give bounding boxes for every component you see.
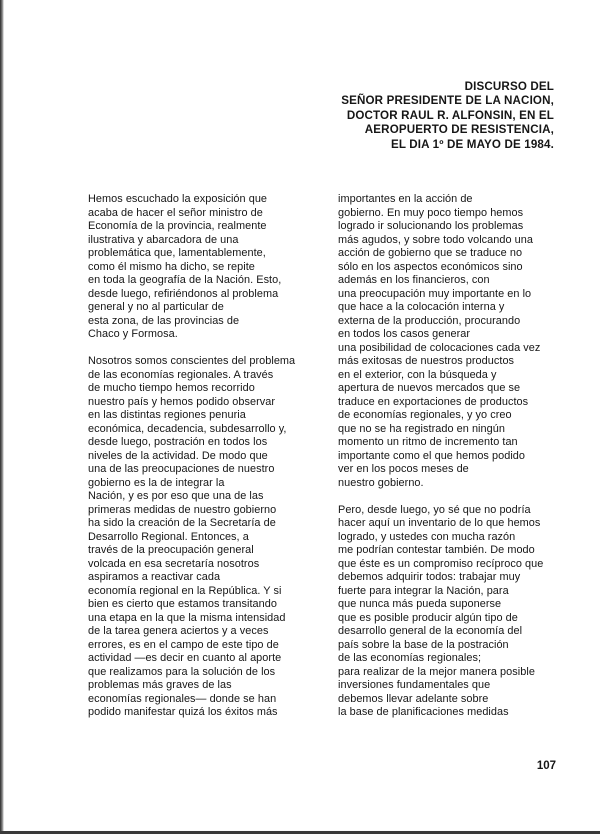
text-line: podido manifestar quizá los éxitos más [88, 706, 278, 718]
text-line: primeras medidas de nuestro gobierno [88, 503, 277, 516]
text-line: que realizamos para la solución de los [88, 665, 276, 678]
text-line: sólo en los aspectos económicos sino [338, 260, 523, 273]
heading-line: AEROPUERTO DE RESISTENCIA, [364, 123, 554, 137]
text-line: de la tarea genera aciertos y a veces [88, 625, 269, 637]
text-line: de las economías regionales. A través [88, 368, 274, 381]
text-line: momento un ritmo de incremento tan [338, 436, 518, 448]
heading-line: DOCTOR RAUL R. ALFONSIN, EN EL [346, 108, 554, 122]
right-column [338, 193, 564, 733]
text-line: la base de planificaciones medidas [338, 706, 509, 718]
text-line: me podrían contestar también. De modo [338, 544, 535, 556]
text-line: Chaco y Formosa. [88, 328, 178, 340]
text-line: apertura de nuevos mercados que se [338, 382, 521, 394]
text-line: más agudos, y sobre todo volcando una [338, 233, 533, 246]
text-line: que hace a la colocación interna y [338, 301, 505, 313]
text-line: aspiramos a reactivar cada [88, 571, 221, 583]
text-line: Pero, desde luego, yo sé que no podría [338, 503, 531, 516]
text-line: volcada en esa secretaría nosotros [88, 557, 260, 570]
text-line: ver en los pocos meses de [338, 463, 469, 475]
text-line: en el exterior, con la búsqueda y [338, 368, 497, 381]
text-line: de las economías regionales; [338, 652, 482, 664]
text-line: niveles de la actividad. De modo que [88, 449, 268, 462]
text-line: inversiones fundamentales que [338, 679, 491, 691]
paragraph [88, 193, 320, 342]
text-line: errores, es en el campo de este tipo de [88, 638, 279, 651]
text-line: importantes en la acción de [338, 193, 473, 205]
text-line: como él mismo ha dicho, se repite [88, 260, 255, 273]
text-line: debemos adquirir todos: trabajar muy [338, 571, 521, 583]
text-line: desde luego, refiriéndonos al problema [88, 287, 279, 300]
text-line: problemas más graves de las [88, 679, 232, 691]
paragraph [338, 504, 564, 720]
text-line: de mucho tiempo hemos recorrido [88, 382, 255, 394]
heading-line: DISCURSO DEL [464, 80, 554, 93]
heading-line: SEÑOR PRESIDENTE DE LA NACION, [341, 94, 554, 108]
text-line: una posibilidad de colocaciones cada vez [338, 341, 541, 354]
text-line: para realizar de la mejor manera posible [338, 665, 535, 678]
text-line: logrado ir solucionando los problemas [338, 220, 524, 232]
text-line: que es posible producir algún tipo de [338, 611, 518, 624]
text-line: ha sido la creación de la Secretaría de [88, 517, 276, 529]
text-line: nuestro gobierno. [338, 476, 424, 489]
text-line: logrado, y ustedes con mucha razón [338, 530, 516, 543]
text-line: que éste es un compromiso recíproco que [338, 557, 544, 570]
text-line: en toda la geografía de la Nación. Esto, [88, 274, 282, 286]
text-line: país sobre la base de la postración [338, 638, 509, 651]
text-line: importante como el que hemos podido [338, 449, 526, 462]
text-line: externa de la producción, procurando [338, 314, 521, 327]
text-line: general y no al particular de [88, 301, 224, 313]
text-line: una preocupación muy importante en lo [338, 287, 532, 300]
text-line: bien es cierto que estamos transitando [88, 598, 277, 610]
text-line: de economías regionales, y yo creo [338, 409, 512, 421]
page-number: 107 [536, 760, 556, 772]
text-line: desde luego, postración en todos los [88, 436, 268, 448]
text-line: ilustrativa y abarcadora de una [88, 233, 239, 246]
text-line: más exitosas de nuestros productos [338, 355, 515, 367]
paragraph [338, 193, 564, 490]
text-line: nuestro país y hemos podido observar [88, 395, 276, 408]
text-line: economías regionales— donde se han [88, 692, 277, 705]
text-line: en las distintas regiones penuria [88, 409, 246, 421]
text-line: través de la preocupación general [88, 544, 254, 556]
text-line: gobierno es la de integrar la [88, 476, 225, 489]
text-line: económica, decadencia, subdesarrollo y, [88, 422, 287, 435]
text-line: Hemos escuchado la exposición que [88, 193, 268, 205]
text-line: Desarrollo Regional. Entonces, a [88, 530, 249, 543]
text-line: actividad —es decir en cuanto al aporte [88, 652, 282, 664]
text-line: esta zona, de las provincias de [88, 314, 240, 327]
text-line: problemática que, lamentablemente, [88, 247, 266, 259]
text-line: gobierno. En muy poco tiempo hemos [338, 206, 524, 219]
text-line: en todos los casos generar [338, 328, 471, 340]
heading-line: EL DIA 1º DE MAYO DE 1984. [391, 137, 554, 151]
text-line: además en los financieros, con [338, 274, 490, 286]
text-line: traduce en exportaciones de productos [338, 395, 529, 408]
text-line: una etapa en la que la misma intensidad [88, 611, 286, 624]
speech-heading [341, 80, 554, 152]
text-line: una de las preocupaciones de nuestro [88, 463, 275, 475]
paragraph [88, 355, 320, 720]
scan-edge [0, 0, 4, 834]
text-line: acción de gobierno que se traduce no [338, 247, 523, 259]
text-line: Nosotros somos conscientes del problema [88, 355, 296, 367]
text-line: economía regional en la República. Y si [88, 584, 282, 597]
text-line: fuerte para integrar la Nación, para [338, 584, 509, 597]
text-line: Nación, y es por eso que una de las [88, 490, 264, 502]
text-line: Economía de la provincia, realmente [88, 220, 267, 232]
text-line: que no se ha registrado en ningún [338, 422, 505, 435]
left-column [88, 193, 320, 733]
text-line: hacer aquí un inventario de lo que hemos [338, 517, 541, 529]
text-line: que nunca más pueda suponerse [338, 598, 502, 610]
text-line: desarrollo general de la economía del [338, 625, 523, 637]
text-line: debemos llevar adelante sobre [338, 692, 489, 705]
text-line: acaba de hacer el señor ministro de [88, 206, 263, 219]
